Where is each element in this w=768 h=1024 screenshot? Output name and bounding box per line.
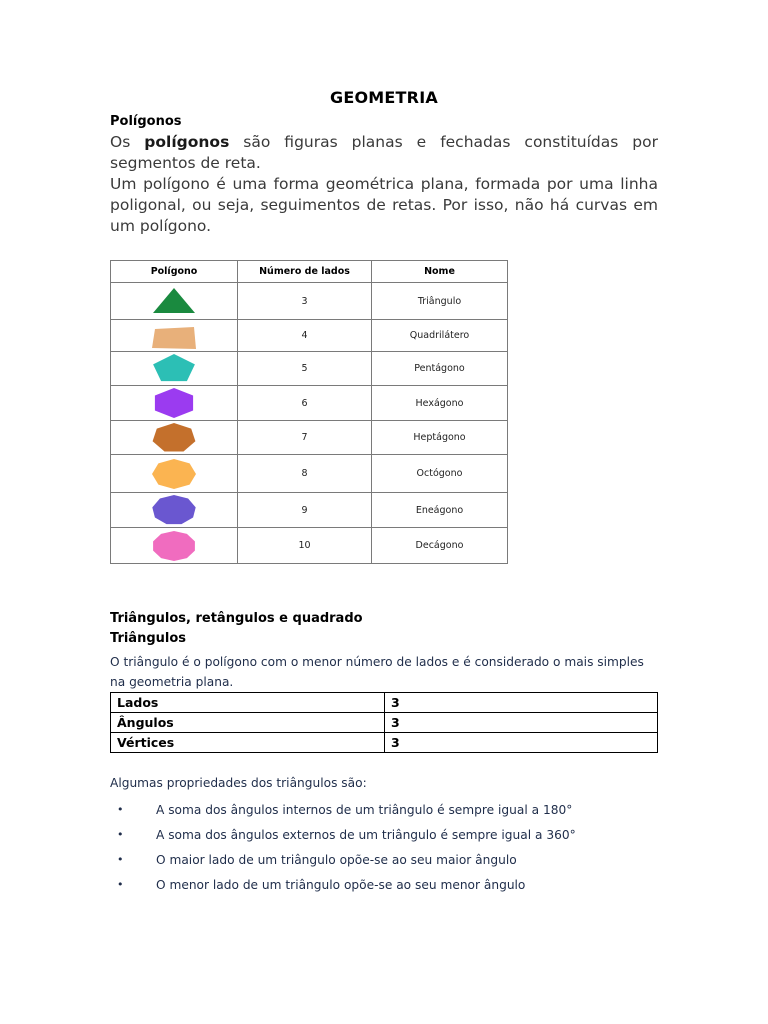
cell-numero-de-lados: 9: [238, 493, 372, 528]
quadrilateral-fill: [152, 327, 196, 349]
table-row: [111, 386, 508, 421]
cell-value: 3: [385, 733, 658, 753]
polygon-shape-cell: [111, 283, 238, 320]
cell-nome: Hexágono: [372, 386, 508, 421]
paragraph-poligonos-definition: [110, 132, 658, 174]
properties-list: [110, 801, 576, 901]
triangle-properties-table: [110, 692, 658, 753]
cell-numero-de-lados: 6: [238, 386, 372, 421]
cell-numero-de-lados: 4: [238, 320, 372, 352]
cell-numero-de-lados: 7: [238, 421, 372, 455]
polygon-table: [110, 260, 508, 564]
table-row: [111, 352, 508, 386]
enneagon-icon: [149, 495, 199, 525]
octagon-icon: [149, 459, 199, 489]
cell-numero-de-lados: 10: [238, 528, 372, 564]
cell-value: 3: [385, 693, 658, 713]
bullet-icon: •: [117, 803, 124, 816]
table-row: [111, 320, 508, 352]
cell-value: 3: [385, 713, 658, 733]
cell-nome: Heptágono: [372, 421, 508, 455]
pentagon-icon: [149, 354, 199, 384]
paragraph-bold-term: polígonos: [144, 133, 230, 151]
polygon-table-header-row: [111, 261, 508, 283]
table-row: [111, 693, 658, 713]
cell-key: Lados: [111, 693, 385, 713]
section-heading-triangulos: Triângulos: [110, 631, 187, 646]
section-heading-triangulos-retangulos-quadrado: Triângulos, retângulos e quadrado: [110, 611, 363, 626]
cell-nome: Eneágono: [372, 493, 508, 528]
list-item: [110, 801, 576, 826]
triangle-icon: [149, 286, 199, 316]
decagon-icon: [149, 531, 199, 561]
heptagon-icon: [149, 423, 199, 453]
paragraph-properties-intro: Algumas propriedades dos triângulos são:: [110, 776, 367, 790]
cell-key: Ângulos: [111, 713, 385, 733]
polygon-shape-cell: [111, 493, 238, 528]
page-title: GEOMETRIA: [330, 88, 438, 107]
bullet-icon: •: [117, 878, 124, 891]
cell-nome: Quadrilátero: [372, 320, 508, 352]
header-nome: Nome: [372, 261, 508, 283]
bullet-icon: •: [117, 828, 124, 841]
cell-nome: Decágono: [372, 528, 508, 564]
cell-numero-de-lados: 5: [238, 352, 372, 386]
polygon-shape-cell: [111, 320, 238, 352]
cell-nome: Triângulo: [372, 283, 508, 320]
list-item-text: O menor lado de um triângulo opõe-se ao seu menor ângulo: [156, 878, 526, 892]
octagon-fill: [152, 459, 196, 489]
decagon-fill: [153, 531, 195, 561]
header-numero-de-lados: Número de lados: [238, 261, 372, 283]
cell-nome: Octógono: [372, 455, 508, 493]
section-heading-poligonos: Polígonos: [110, 114, 182, 129]
table-row: [111, 733, 658, 753]
list-item: [110, 826, 576, 851]
polygon-shape-cell: [111, 352, 238, 386]
heptagon-fill: [153, 423, 196, 452]
polygon-shape-cell: [111, 386, 238, 421]
paragraph-triangulo-intro: O triângulo é o polígono com o menor número de lados e é considerado o mais simples na geometria plana.: [110, 655, 644, 689]
header-poligono: Polígono: [111, 261, 238, 283]
polygon-shape-cell: [111, 528, 238, 564]
table-row: [111, 283, 508, 320]
paragraph-rest: são figuras planas e fechadas constituídas por segmentos de reta.: [110, 133, 658, 172]
enneagon-fill: [152, 495, 195, 524]
bullet-icon: •: [117, 853, 124, 866]
quadrilateral-icon: [149, 321, 199, 351]
polygon-shape-cell: [111, 455, 238, 493]
list-item: [110, 876, 576, 901]
cell-numero-de-lados: 3: [238, 283, 372, 320]
paragraph-lead: Os: [110, 133, 145, 151]
cell-numero-de-lados: 8: [238, 455, 372, 493]
hexagon-fill: [155, 388, 193, 418]
table-row: [111, 528, 508, 564]
triangle-fill: [153, 288, 195, 313]
list-item-text: O maior lado de um triângulo opõe-se ao seu maior ângulo: [156, 853, 517, 867]
table-row: [111, 421, 508, 455]
table-row: [111, 493, 508, 528]
table-row: [111, 455, 508, 493]
table-row: [111, 713, 658, 733]
list-item-text: A soma dos ângulos internos de um triângulo é sempre igual a 180°: [156, 803, 573, 817]
polygon-shape-cell: [111, 421, 238, 455]
paragraph-poligono-description: Um polígono é uma forma geométrica plana, formada por uma linha poligonal, ou seja, seguimentos de retas. Por isso, não há curvas em um polígono.: [110, 175, 658, 235]
pentagon-fill: [153, 354, 195, 381]
cell-key: Vértices: [111, 733, 385, 753]
list-item: [110, 851, 576, 876]
hexagon-icon: [149, 388, 199, 418]
cell-nome: Pentágono: [372, 352, 508, 386]
list-item-text: A soma dos ângulos externos de um triângulo é sempre igual a 360°: [156, 828, 576, 842]
